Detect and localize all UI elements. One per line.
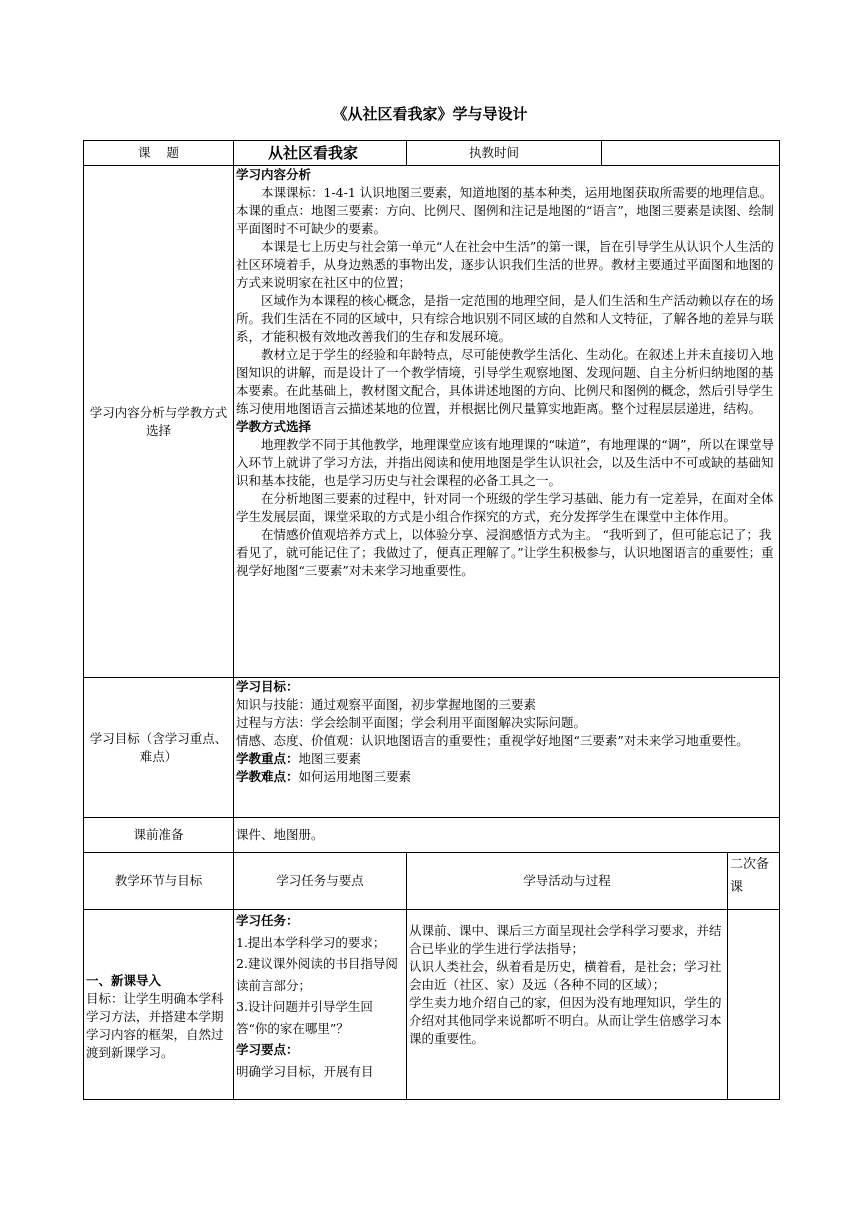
intro-row — [84, 910, 780, 1100]
topic-value: 从社区看我家 — [234, 141, 407, 166]
analysis-label: 学习内容分析与学教方式选择 — [84, 166, 234, 678]
intro-points-heading: 学习要点： — [236, 1042, 299, 1057]
difficulty — [236, 768, 777, 786]
time-label: 执教时间 — [407, 141, 602, 166]
intro-task-item: 2.建议课外阅读的书目指导阅读前言部分； — [236, 956, 398, 993]
objectives-row — [84, 678, 780, 818]
key-point-value: 地图三要素 — [298, 751, 362, 766]
objective-line: 过程与方法：学会绘制平面图；学会利用平面图解决实际问题。 — [236, 715, 587, 730]
time-value — [602, 141, 780, 166]
objectives-heading: 学习目标： — [236, 679, 299, 694]
prep-label: 课前准备 — [84, 818, 234, 853]
intro-points: 明确学习目标，开展有目 — [236, 1063, 374, 1079]
objective-line: 情感、态度、价值观：认识地图语言的重要性；重视学好地图“三要素”对未来学习地重要性。 — [236, 733, 749, 748]
intro-stage-goal: 目标：让学生明确本学科学习方法，并搭建本学期学习内容的框架，自然过渡到新课学习。 — [86, 990, 224, 1060]
intro-second-prep — [728, 910, 780, 1100]
intro-task-heading: 学习任务： — [236, 913, 299, 928]
intro-activity: 认识人类社会，纵着看是历史，横着看，是社会；学习社会由近（社区、家）及远（各种不同的区域）； — [409, 959, 722, 992]
content-paragraph: 区域作为本课程的核心概念，是指一定范围的地理空间，是人们生活和生产活动赖以存在的场所。我们生活在不同的区域中，只有综合地识别不同区域的自然和人文特征，了解各地的差异与联系，才能积极有效地改善我们的生存和发展环境。 — [236, 293, 774, 344]
intro-activities — [407, 910, 728, 1100]
prep-row — [84, 818, 780, 853]
intro-task-item: 1.提出本学科学习的要求； — [236, 934, 386, 950]
document-title: 《从社区看我家》学与导设计 — [332, 105, 528, 123]
stage-column-header: 教学环节与目标 — [84, 853, 234, 910]
topic-label: 课 题 — [84, 141, 234, 166]
task-column-header: 学习任务与要点 — [234, 853, 407, 910]
method-paragraph: 在分析地图三要素的过程中，针对同一个班级的学生学习基础、能力有一定差异，在面对全体学生发展层面，课堂采取的方式是小组合作探究的方式，充分发挥学生在课堂中主体作用。 — [236, 491, 774, 524]
key-point-label: 学教重点： — [236, 751, 299, 766]
method-paragraph: 在情感价值观培养方式上，以体验分享、浸润感悟方式为主。 “我听到了，但可能忘记了；我看见了，就可能记住了；我做过了，便真正理解了。”让学生积极参与，认识地图语言的重要性；重视学好地图“三要素”对未来学习地重要性。 — [236, 527, 774, 578]
intro-stage — [84, 910, 234, 1100]
content-heading: 学习内容分析 — [236, 167, 312, 182]
second-prep-column-header: 二次备课 — [728, 853, 780, 910]
method-heading: 学教方式选择 — [236, 419, 312, 434]
intro-task-item: 3.设计问题并引导学生回答“你的家在哪里”？ — [236, 999, 373, 1036]
difficulty-label: 学教难点： — [236, 769, 299, 784]
lesson-plan-table — [83, 140, 780, 1100]
intro-activity: 学生卖力地介绍自己的家，但因为没有地理知识，学生的介绍对其他同学来说都听不明白。从而让学生倍感学习本课的重要性。 — [409, 995, 722, 1046]
key-point — [236, 750, 777, 768]
topic-row — [84, 141, 780, 166]
prep-value: 课件、地图册。 — [234, 818, 780, 853]
objective-line: 知识与技能：通过观察平面图，初步掌握地图的三要素 — [236, 697, 537, 712]
objectives-content — [234, 678, 780, 818]
activity-column-header: 学导活动与过程 — [407, 853, 728, 910]
analysis-content — [234, 166, 780, 678]
objectives-label: 学习目标（含学习重点、难点） — [84, 678, 234, 818]
intro-stage-title: 一、新课导入 — [86, 972, 162, 988]
content-paragraph: 本课是七上历史与社会第一单元“人在社会中生活”的第一课，旨在引导学生从认识个人生活的社区环境着手，从身边熟悉的事物出发，逐步认识我们生活的世界。教材主要通过平面图和地图的方式来说明家在社区中的位置； — [236, 239, 774, 290]
intro-activity: 从课前、课中、课后三方面呈现社会学科学习要求，并结合已毕业的学生进行学法指导； — [409, 923, 722, 956]
analysis-row — [84, 166, 780, 678]
content-paragraph: 教材立足于学生的经验和年龄特点，尽可能使教学生活化、生动化。在叙述上并未直接切入地图知识的讲解，而是设计了一个教学情境，引导学生观察地图、发现问题、自主分析归纳地图的基本要素。在此基础上，教材图文配合，具体讲述地图的方向、比例尺和图例的概念，然后引导学生练习使用地图语言云描述某地的位置，并根据比例尺量算实地距离。整个过程层层递进，结构。 — [236, 347, 774, 416]
method-paragraph: 地理教学不同于其他教学，地理课堂应该有地理课的“味道”，有地理课的“调”，所以在课堂导入环节上就讲了学习方法，并指出阅读和使用地图是学生认识社会，以及生活中不可或缺的基础知识和基本技能，也是学习历史与社会课程的必备工具之一。 — [236, 437, 775, 488]
content-paragraph: 本课课标：1-4-1 认识地图三要素，知道地图的基本种类，运用地图获取所需要的地理信息。本课的重点：地图三要素：方向、比例尺、图例和注记是地图的“语言”，地图三要素是读图、绘制平面图时不可缺少的要素。 — [236, 185, 774, 236]
columns-header-row — [84, 853, 780, 910]
intro-tasks — [234, 910, 407, 1100]
difficulty-value: 如何运用地图三要素 — [298, 769, 412, 784]
